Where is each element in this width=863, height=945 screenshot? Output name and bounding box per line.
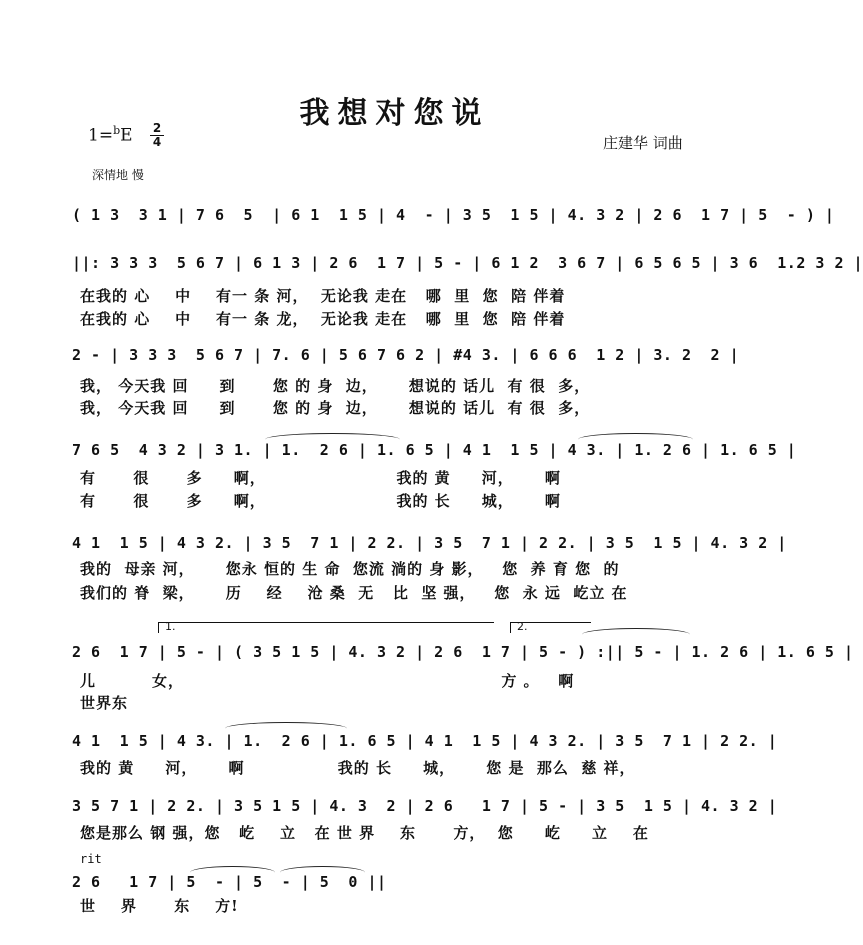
meter-bottom: 4 — [150, 135, 164, 149]
tempo-marking: 深情地 慢 — [92, 168, 144, 182]
notation-line-4: 7 6 5 4 3 2 | 3 1. | 1. 2 6 | 1. 6 5 | 4 1 1 5 | 4 3. | 1. 2 6 | 1. 6 5 | — [72, 441, 797, 459]
song-title: 我想对您说 — [299, 96, 490, 131]
notation-line-5: 4 1 1 5 | 4 3 2. | 3 5 7 1 | 2 2. | 3 5 7 1 | 2 2. | 3 5 1 5 | 4. 3 2 | — [72, 534, 787, 552]
notation-line-1: ( 1 3 3 1 | 7 6 5 | 6 1 1 5 | 4 - | 3 5 1 5 | 4. 3 2 | 2 6 1 7 | 5 - ) | — [72, 206, 835, 224]
slur — [280, 866, 365, 879]
key-note: E — [120, 125, 133, 146]
first-ending-bracket — [158, 622, 494, 633]
lyric-line-7: 我的 母亲 河， 您永 恒的 生 命 您流 淌的 身 影， 您 养 育 您 的 — [80, 560, 620, 578]
lyric-line-5: 有 很 多 啊， 我的 黄 河， 啊 — [80, 469, 561, 487]
slur — [265, 433, 400, 446]
lyric-line-6: 有 很 多 啊， 我的 长 城， 啊 — [80, 492, 561, 510]
meter-top: 2 — [152, 121, 162, 135]
flat-sign: b — [113, 124, 121, 137]
second-ending-bracket — [510, 622, 591, 633]
composer-credit: 庄建华 词曲 — [603, 134, 683, 152]
lyric-line-1: 在我的 心 中 有一 条 河， 无论我 走在 哪 里 您 陪 伴着 — [80, 287, 566, 305]
lyric-line-13: 世 界 东 方! — [80, 897, 239, 915]
ritardando-mark: rit — [80, 852, 102, 866]
slur — [190, 866, 275, 879]
slur — [578, 433, 693, 446]
slur — [225, 722, 347, 735]
lyric-line-11: 我的 黄 河， 啊 我的 长 城， 您 是 那么 慈 祥， — [80, 759, 636, 777]
notation-line-9: 2 6 1 7 | 5 - | 5 - | 5 0 || — [72, 873, 387, 891]
key-signature — [88, 124, 133, 146]
lyric-line-12: 您是那么 钢 强，您 屹 立 在 世 界 东 方， 您 屹 立 在 — [80, 824, 649, 842]
lyric-line-10: 世界东 — [80, 694, 129, 712]
notation-line-6: 2 6 1 7 | 5 - | ( 3 5 1 5 | 4. 3 2 | 2 6 1 7 | 5 - ) :|| 5 - | 1. 2 6 | 1. 6 5 | — [72, 643, 854, 661]
notation-line-8: 3 5 7 1 | 2 2. | 3 5 1 5 | 4. 3 2 | 2 6 1 7 | 5 - | 3 5 1 5 | 4. 3 2 | — [72, 797, 778, 815]
notation-line-3: 2 - | 3 3 3 5 6 7 | 7. 6 | 5 6 7 6 2 | #4 3. | 6 6 6 1 2 | 3. 2 2 | — [72, 346, 740, 364]
lyric-line-9: 儿 女， 方 。 啊 — [80, 672, 575, 690]
first-ending-label: 1. — [165, 620, 176, 633]
lyric-line-4: 我， 今天我 回 到 您 的 身 边， 想说的 话儿 有 很 多， — [80, 399, 591, 417]
slur — [582, 628, 690, 641]
notation-line-7: 4 1 1 5 | 4 3. | 1. 2 6 | 1. 6 5 | 4 1 1 5 | 4 3 2. | 3 5 7 1 | 2 2. | — [72, 732, 778, 750]
lyric-line-2: 在我的 心 中 有一 条 龙， 无论我 走在 哪 里 您 陪 伴着 — [80, 310, 566, 328]
key-prefix: 1= — [88, 125, 114, 146]
time-signature — [150, 122, 164, 149]
lyric-line-8: 我们的 脊 梁， 历 经 沧 桑 无 比 坚 强， 您 永 远 屹立 在 — [80, 584, 628, 602]
notation-line-2: ||: 3 3 3 5 6 7 | 6 1 3 | 2 6 1 7 | 5 - | 6 1 2 3 6 7 | 6 5 6 5 | 3 6 1.2 3 2 | — [72, 254, 863, 272]
second-ending-label: 2. — [517, 620, 528, 633]
lyric-line-3: 我， 今天我 回 到 您 的 身 边， 想说的 话儿 有 很 多， — [80, 377, 591, 395]
